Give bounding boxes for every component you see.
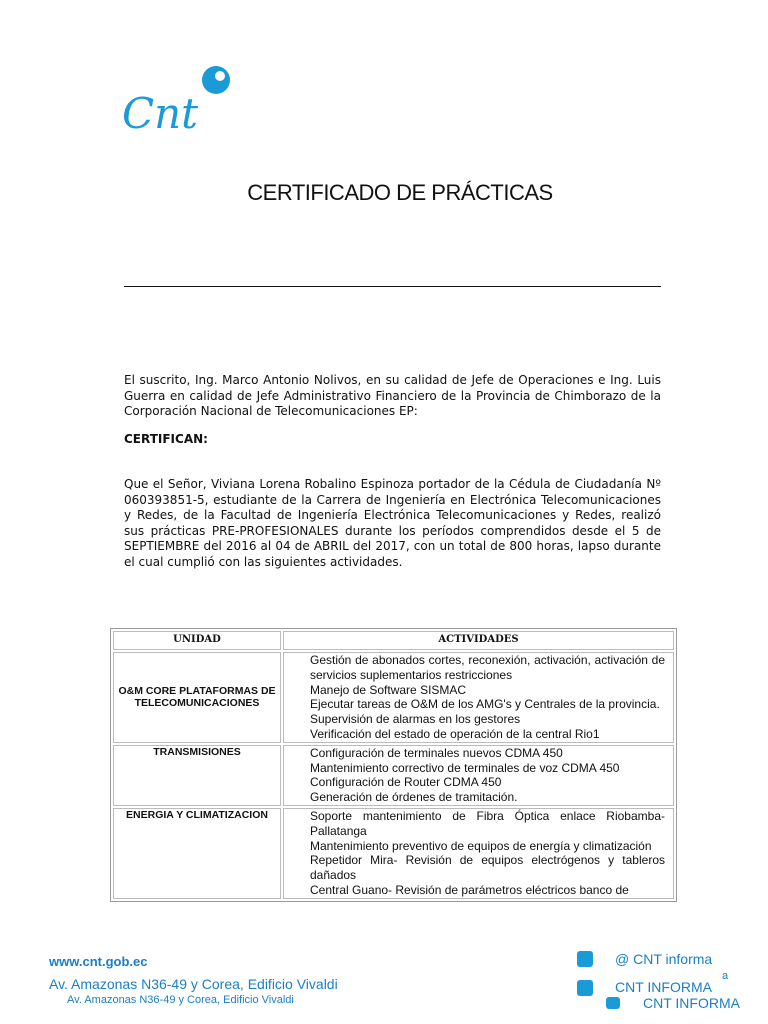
activities-cell bbox=[283, 745, 674, 806]
activities-cell bbox=[283, 652, 674, 743]
intro-paragraph: El suscrito, Ing. Marco Antonio Nolivos, en su calidad de Jefe de Operaciones e Ing. Luis Guerra en calidad de Jefe Administrativo Financiero de la Provincia de Chimborazo de la Corporación Nacional de Telecomunicaciones EP: bbox=[124, 373, 661, 418]
twitter-icon[interactable] bbox=[577, 951, 593, 967]
header-unit: UNIDAD bbox=[113, 631, 281, 650]
unit-cell: TRANSMISIONES bbox=[113, 745, 281, 806]
page-title: CERTIFICADO DE PRÁCTICAS bbox=[247, 180, 553, 205]
activities-cell bbox=[283, 808, 674, 899]
youtube-icon[interactable] bbox=[577, 980, 593, 996]
activity-item: Repetidor Mira- Revisión de equipos electrógenos y tableros dañados bbox=[310, 853, 665, 883]
website-link[interactable]: www.cnt.gob.ec bbox=[49, 954, 148, 969]
activity-item: Mantenimiento preventivo de equipos de energía y climatización bbox=[310, 838, 652, 853]
activity-item: Ejecutar tareas de O&M de los AMG's y Centrales de la provincia. bbox=[310, 697, 660, 712]
address-echo-text: Av. Amazonas N36-49 y Corea, Edificio Vivaldi bbox=[67, 994, 294, 1006]
activity-item: Verificación del estado de operación de la central Rio1 bbox=[310, 726, 600, 741]
activity-item: Mantenimiento correctivo de terminales de voz CDMA 450 bbox=[310, 760, 620, 775]
table-row bbox=[113, 808, 674, 899]
activity-item: Generación de órdenes de tramitación. bbox=[310, 790, 518, 805]
table-row bbox=[113, 652, 674, 743]
activity-item: Soporte mantenimiento de Fibra Óptica enlace Riobamba- Pallatanga bbox=[310, 808, 665, 838]
activities-table bbox=[110, 628, 677, 902]
divider bbox=[124, 286, 661, 287]
header-activities: ACTIVIDADES bbox=[283, 631, 674, 650]
youtube-channel[interactable]: CNT INFORMA bbox=[615, 979, 712, 995]
table-row bbox=[113, 745, 674, 806]
cnt-logo bbox=[120, 60, 240, 140]
unit-cell: ENERGIA Y CLIMATIZACION bbox=[113, 808, 281, 899]
unit-cell: O&M CORE PLATAFORMAS DE TELECOMUNICACIONES bbox=[113, 652, 281, 743]
table-header-row bbox=[113, 631, 674, 650]
activity-item: Manejo de Software SISMAC bbox=[310, 682, 467, 697]
twitter-handle[interactable]: @ CNT informa bbox=[615, 951, 713, 967]
youtube-echo-icon bbox=[606, 997, 620, 1009]
activity-item: Configuración de terminales nuevos CDMA 450 bbox=[310, 745, 563, 760]
body-paragraph: Que el Señor, Viviana Lorena Robalino Espinoza portador de la Cédula de Ciudadanía Nº 060393851-5, estudiante de la Carrera de Ingeniería en Electrónica Telecomunicaciones y Redes, de la Facultad de Ingeniería Electrónica Telecomunicaciones y Redes, realizó sus prácticas PRE-PROFESIONALES durante los períodos comprendidos desde el 5 de SEPTIEMBRE del 2016 al 04 de ABRIL del 2017, con un total de 800 horas, lapso durante el cual cumplió con las siguientes actividades. bbox=[124, 477, 661, 569]
svg-text:Cnt: Cnt bbox=[122, 89, 199, 138]
activity-item: Gestión de abonados cortes, reconexión, activación, activación de servicios suplementarios restricciones bbox=[310, 653, 665, 682]
activity-item: Configuración de Router CDMA 450 bbox=[310, 775, 502, 790]
stray-text: a bbox=[722, 970, 729, 982]
certify-heading: CERTIFICAN: bbox=[124, 432, 208, 446]
cnt-logo-icon bbox=[120, 60, 240, 140]
activity-item: Supervisión de alarmas en los gestores bbox=[310, 712, 521, 727]
address-text: Av. Amazonas N36-49 y Corea, Edificio Vivaldi bbox=[49, 976, 338, 992]
youtube-echo-text: CNT INFORMA bbox=[643, 995, 740, 1011]
activity-item: Central Guano- Revisión de parámetros eléctricos banco de bbox=[310, 882, 629, 897]
